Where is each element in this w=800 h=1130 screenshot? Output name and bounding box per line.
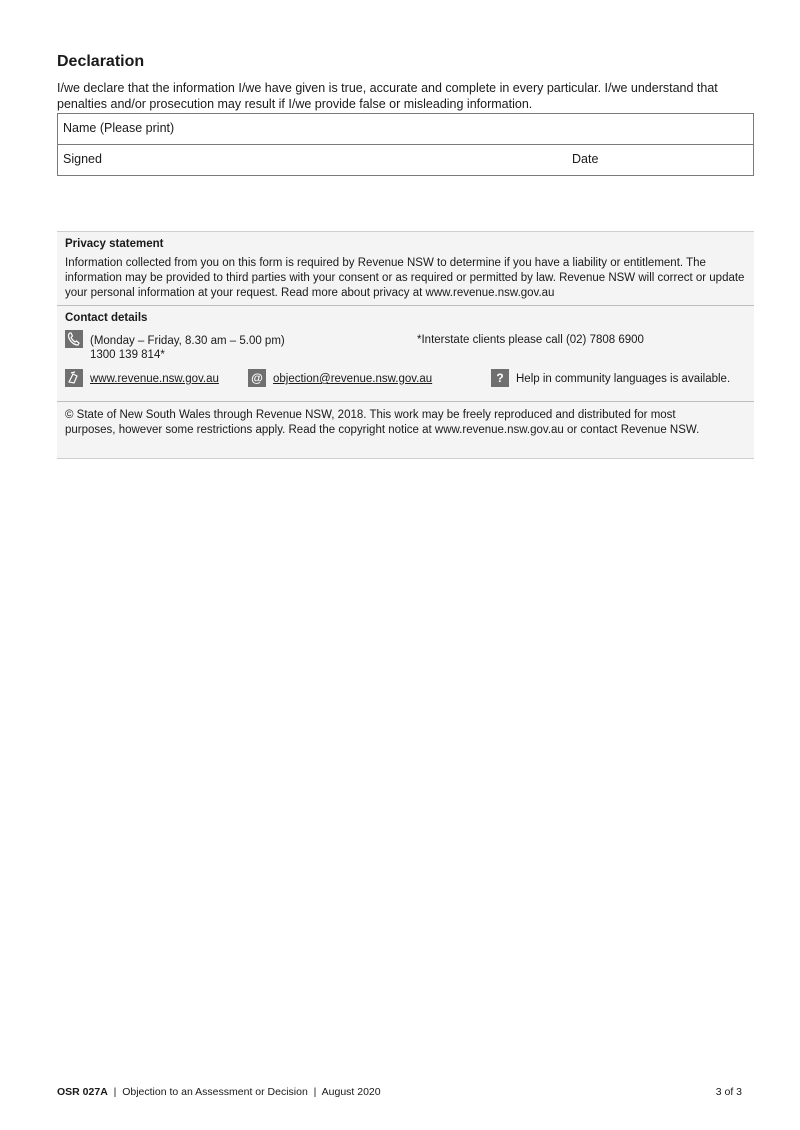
at-sign-icon: @ xyxy=(248,369,266,387)
name-label: Name (Please print) xyxy=(63,121,175,135)
form-title: Objection to an Assessment or Decision xyxy=(122,1086,308,1098)
footer-separator: | xyxy=(113,1086,117,1098)
info-panel xyxy=(57,231,754,459)
declaration-box xyxy=(57,113,754,176)
form-date: August 2020 xyxy=(321,1086,381,1098)
privacy-body: Information collected from you on this form is required by Revenue NSW to determine if you have a liability or entitlement. The information may be provided to third parties with your consent or as required or permitted by law. Revenue NSW will correct or update your personal information at your request. Read more about privacy at www.revenue.nsw.gov.au xyxy=(65,257,745,299)
web-icon xyxy=(65,369,83,387)
privacy-title: Privacy statement xyxy=(65,238,164,250)
email-link[interactable]: objection@revenue.nsw.gov.au xyxy=(273,373,433,385)
page-number: 3 of 3 xyxy=(715,1086,742,1098)
phone-icon xyxy=(65,330,83,348)
page-footer xyxy=(57,1086,742,1098)
signature-field[interactable] xyxy=(118,147,562,175)
signed-row xyxy=(58,145,753,175)
interstate-note: *Interstate clients please call (02) 7808 6900 xyxy=(417,334,644,346)
date-field[interactable] xyxy=(608,147,752,175)
signed-label: Signed xyxy=(63,152,102,166)
name-row xyxy=(58,114,753,145)
footer-separator: | xyxy=(313,1086,317,1098)
help-text: Help in community languages is available. xyxy=(516,373,731,385)
question-mark-icon: ? xyxy=(491,369,509,387)
date-label: Date xyxy=(572,152,599,166)
contact-title: Contact details xyxy=(65,312,148,324)
privacy-section xyxy=(57,232,754,306)
declaration-title: Declaration xyxy=(57,53,145,70)
copyright-text: © State of New South Wales through Revenue NSW, 2018. This work may be freely reproduced and distributed for most purposes, however some restrictions apply. Read the copyright notice at www.revenue.nsw.gov.au or contact Revenue NSW. xyxy=(65,409,700,436)
copyright-section xyxy=(57,402,754,458)
form-code: OSR 027A xyxy=(57,1086,108,1098)
name-field[interactable] xyxy=(188,116,752,144)
phone-number[interactable]: 1300 139 814* xyxy=(90,349,165,361)
contact-section xyxy=(57,306,754,402)
website-link[interactable]: www.revenue.nsw.gov.au xyxy=(90,373,219,385)
declaration-text: I/we declare that the information I/we have given is true, accurate and complete in every particular. I/we understand that penalties and/or prosecution may result if I/we provide false or misleading information. xyxy=(57,81,718,111)
phone-hours: (Monday – Friday, 8.30 am – 5.00 pm) xyxy=(90,335,285,347)
